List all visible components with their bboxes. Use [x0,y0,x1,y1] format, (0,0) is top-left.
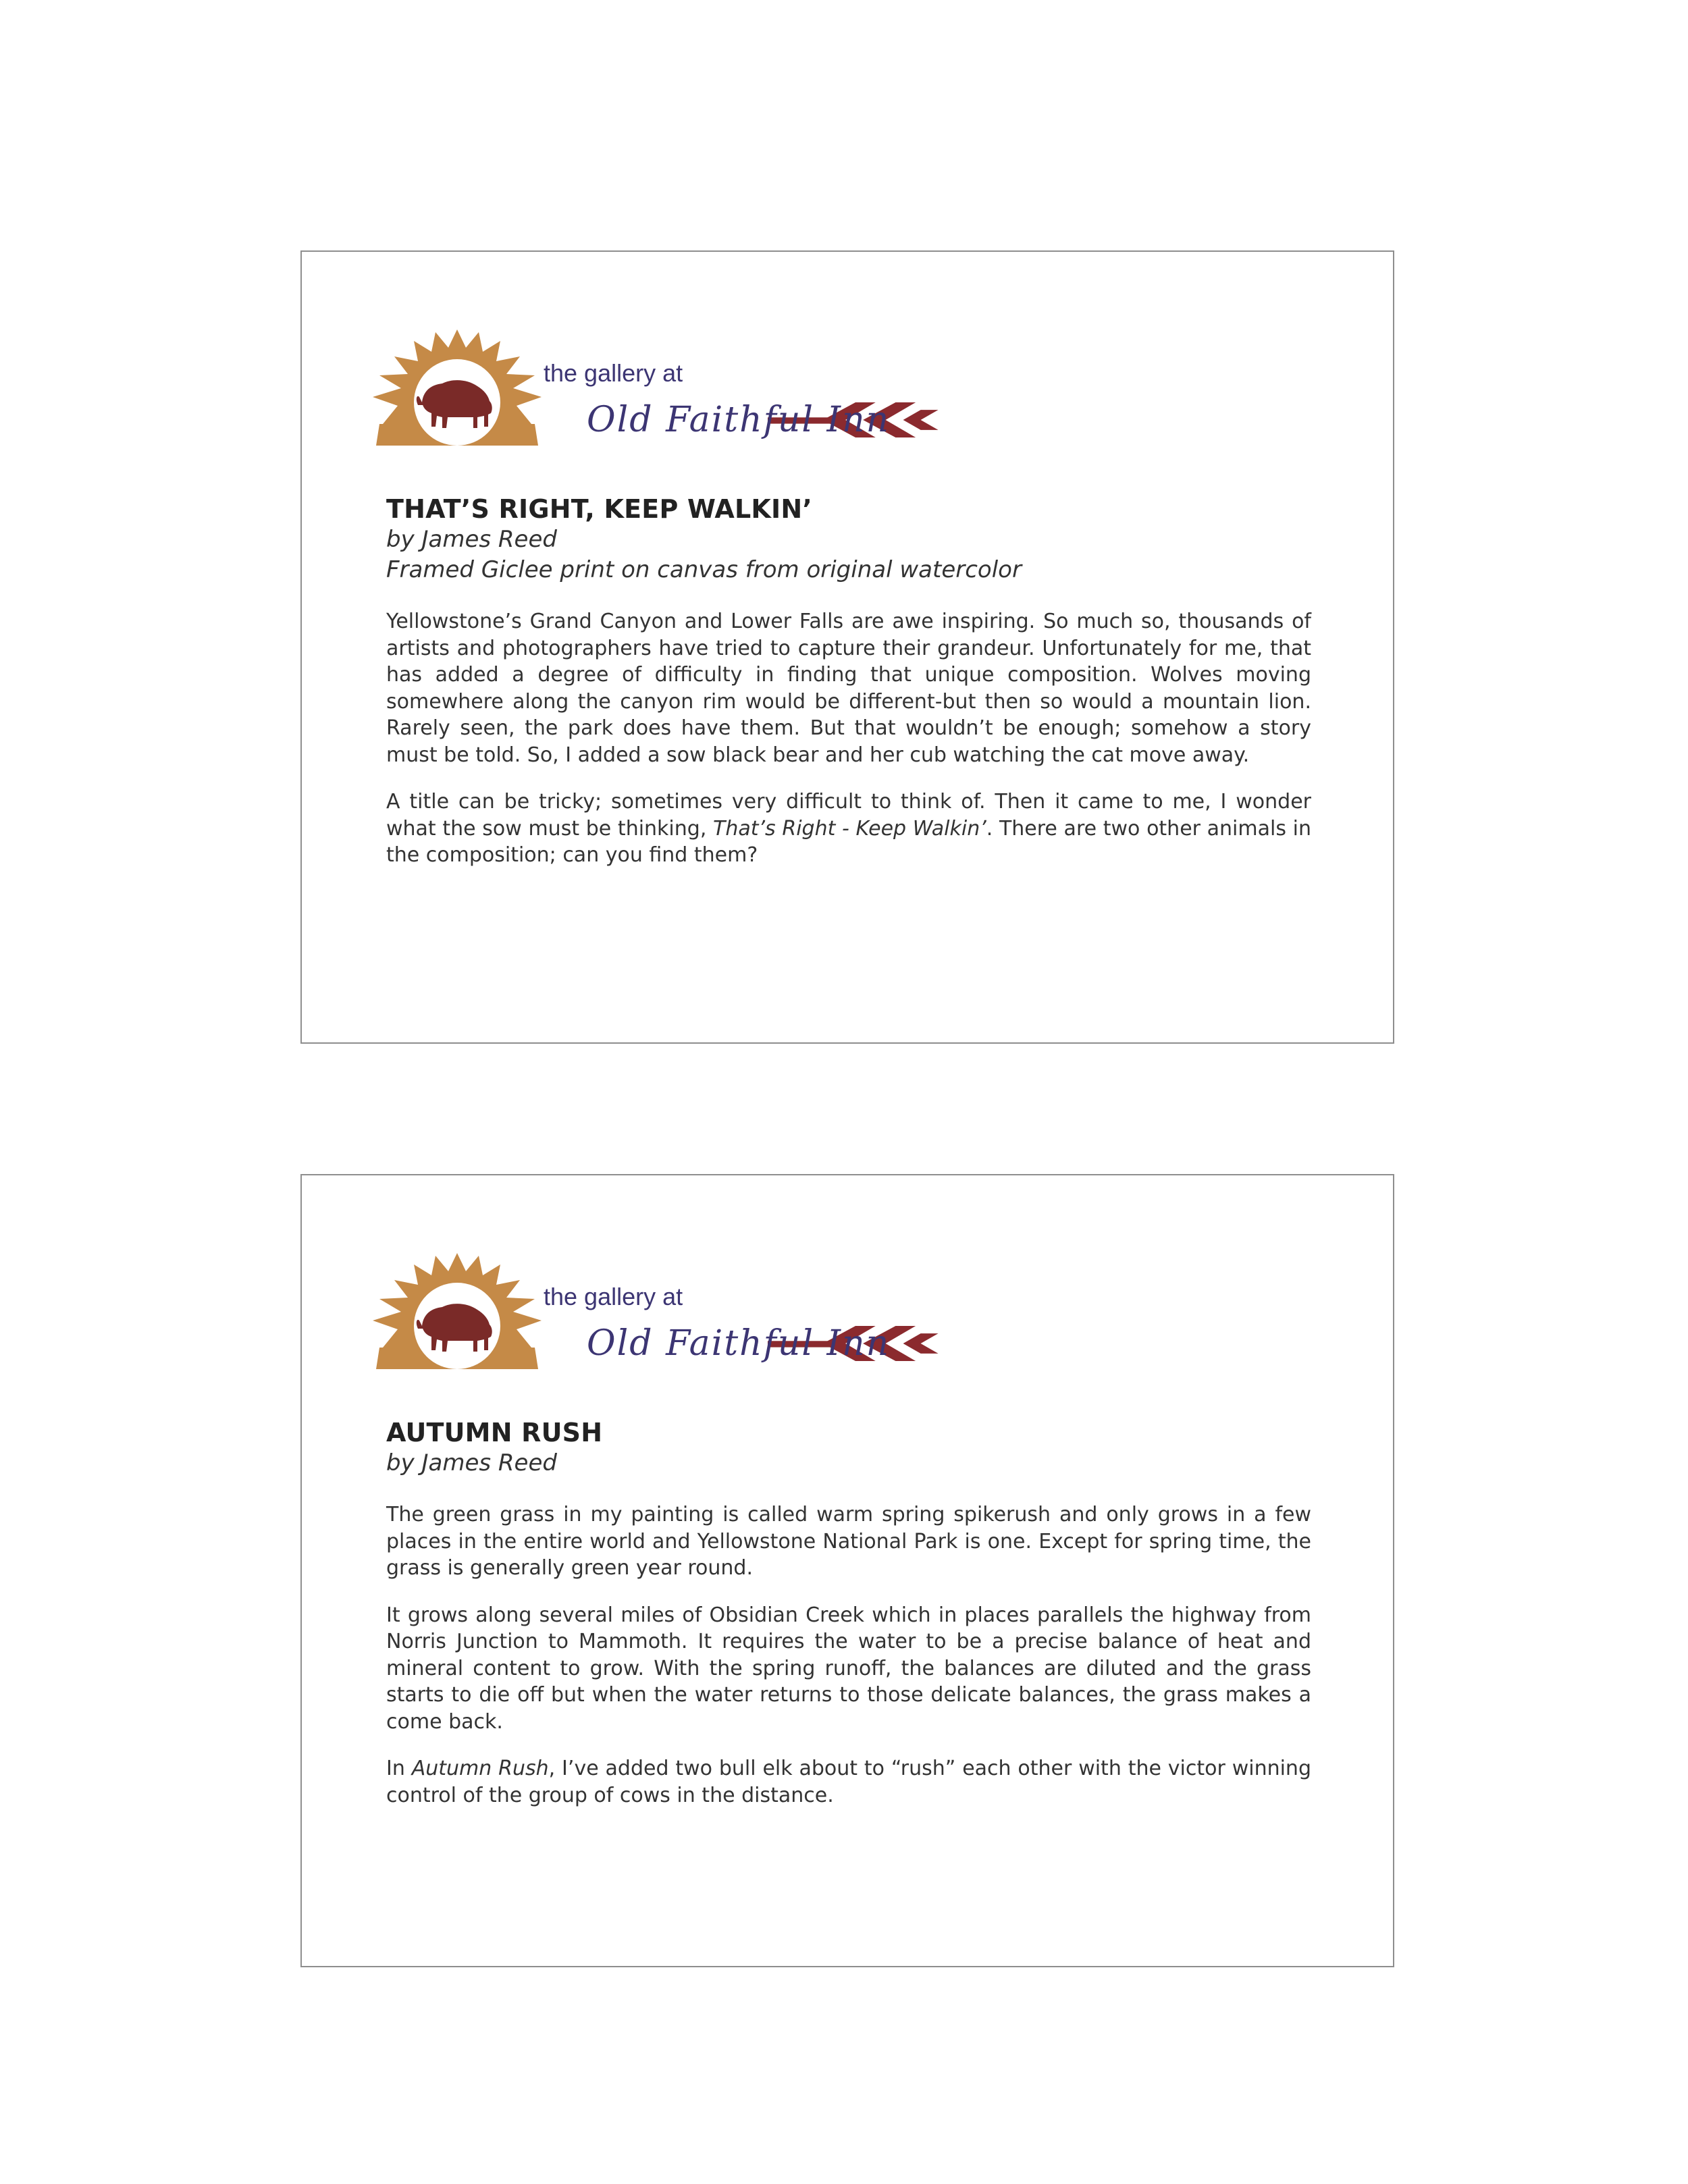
sunburst-icon [369,1253,545,1375]
art-card-thats-right-keep-walkin [300,250,1394,1044]
card-text [386,1417,1311,1809]
description-paragraph: The green grass in my painting is called warm spring spikerush and only grows in a few places in the entire world and Yellowstone National Park is one. Except for spring time, the grass is generally green year round. [386,1503,1311,1580]
artist-byline: by James Reed [386,1449,557,1476]
description-paragraph: It grows along several miles of Obsidian Creek which in places parallels the highway from Norris Junction to Mammoth. It requires the water to be a precise balance of heat and mineral content to grow. With the spring runoff, the balances are diluted and the grass starts to die off but when the water returns to those delicate balances, the grass makes a come back. [386,1603,1311,1734]
artwork-title: THAT’S RIGHT, KEEP WALKIN’ [386,494,812,524]
artwork-title: AUTUMN RUSH [386,1418,603,1447]
card-text [386,494,1311,869]
sunburst-icon [369,329,545,451]
gallery-logo [369,1253,891,1381]
artwork-medium: Framed Giclee print on canvas from original watercolor [386,556,1022,583]
title-reference: That’s Right - Keep Walkin’ [713,816,986,841]
artist-byline: by James Reed [386,526,557,553]
description-paragraph: In Autumn Rush, I’ve added two bull elk about to “rush” each other with the victor winning control of the group of cows in the distance. [386,1757,1311,1807]
gallery-logo [369,329,891,458]
description-paragraph: Yellowstone’s Grand Canyon and Lower Falls are awe inspiring. So much so, thousands of artists and photographers have tried to capture their grandeur. Unfortunately for me, that has added a degree of difficulty in finding that unique composition. Wolves moving somewhere along the canyon rim would be different-but then so would a mountain lion. Rarely seen, the park does have them. But that wouldn’t be enough; somehow a story must be told. So, I added a sow black bear and her cub watching the cat move away. [386,610,1311,767]
logo-script-name: Old Faithful Inn [587,1323,891,1364]
art-card-autumn-rush [300,1174,1394,1967]
logo-tagline: the gallery at [544,359,683,387]
logo-tagline: the gallery at [544,1283,683,1310]
title-reference: Autumn Rush [411,1757,549,1780]
description-paragraph: A title can be tricky; sometimes very difficult to think of. Then it came to me, I wonder what the sow must be thinking, That’s Right - Keep Walkin’. There are two other animals in the composition; can you find them? [386,790,1311,867]
logo-script-name: Old Faithful Inn [587,400,891,440]
